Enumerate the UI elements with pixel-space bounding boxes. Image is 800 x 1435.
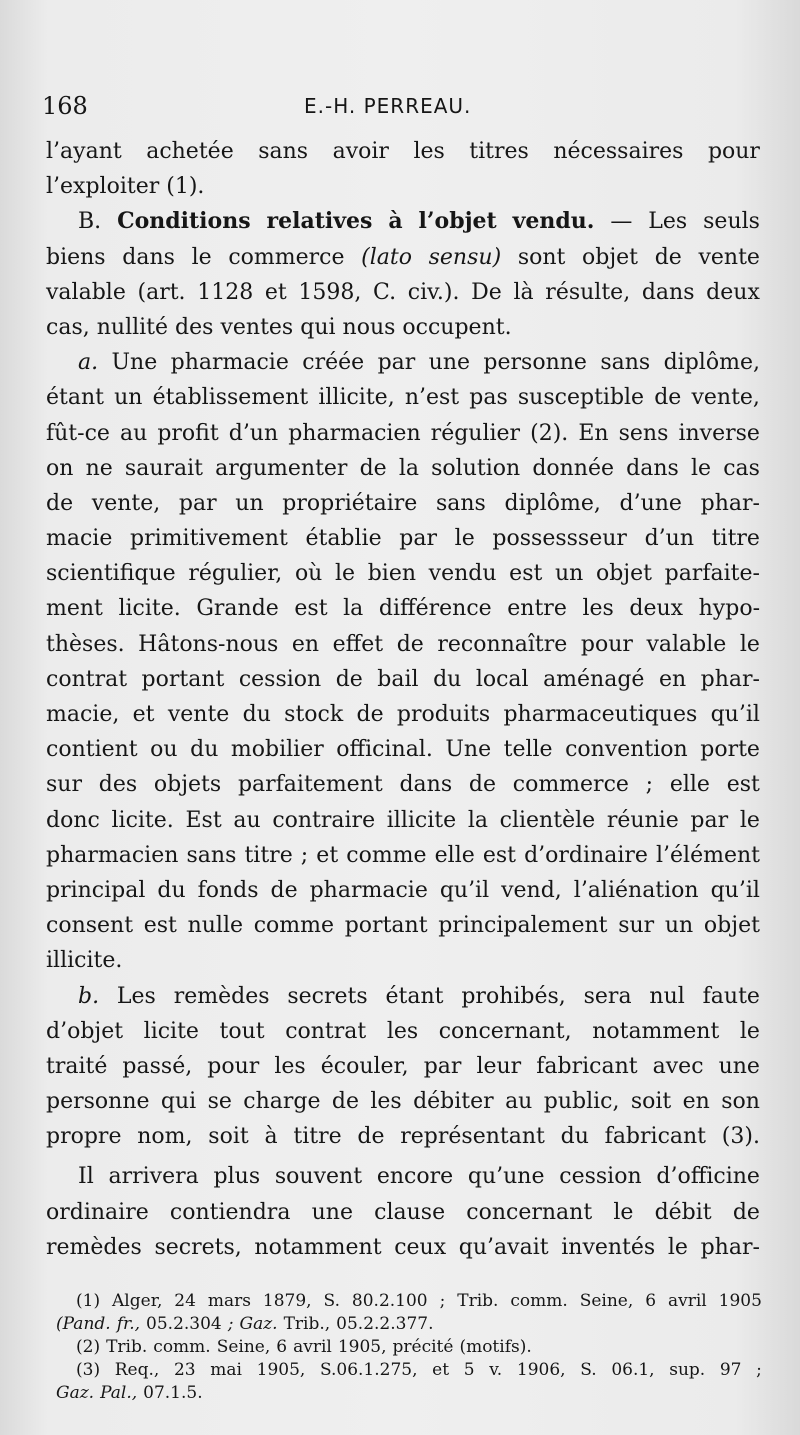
text-line: valable (art. 1128 et 1598, C. civ.). De là résulte, dans deux (46, 279, 760, 305)
text-line: étant un établissement illicite, n’est pas susceptible de vente, (46, 385, 760, 411)
text-line: consent est nulle comme portant principalement sur un objet (46, 913, 760, 939)
text-line: propre nom, soit à titre de représentant du fabricant (3). (46, 1124, 760, 1150)
text-line: donc licite. Est au contraire illicite la clientèle réunie par le (46, 807, 760, 833)
text-line: fût-ce au profit d’un pharmacien régulier (2). En sens inverse (46, 420, 760, 446)
text-line: macie primitivement établie par le possessseur d’un titre (46, 526, 760, 552)
body-text (46, 134, 760, 1265)
text-line: macie, et vente du stock de produits pharmaceutiques qu’il (46, 702, 760, 727)
page-header (42, 92, 762, 124)
section-heading-line: B. Conditions relatives à l’objet vendu. — Les seuls (78, 208, 760, 235)
footnote-line: (Pand. fr., 05.2.304 ; Gaz. Trib., 05.2.2.377. (56, 1314, 434, 1334)
footnotes (56, 1290, 762, 1405)
text-line: de vente, par un propriétaire sans diplôme, d’une phar- (46, 490, 760, 516)
text-line: contient ou du mobilier officinal. Une telle convention porte (46, 737, 760, 763)
text-line: ment licite. Grande est la différence entre les deux hypo- (46, 596, 760, 622)
text-line: sur des objets parfaitement dans de commerce ; elle est (46, 772, 760, 798)
text-line: pharmacien sans titre ; et comme elle est d’ordinaire l’élément (46, 842, 760, 868)
text-line: contrat portant cession de bail du local aménagé en phar- (46, 666, 760, 692)
footnote-line: Gaz. Pal., 07.1.5. (56, 1383, 203, 1403)
text-line: ordinaire contiendra une clause concernant le débit de (46, 1199, 760, 1225)
text-line: personne qui se charge de les débiter au public, soit en son (46, 1089, 760, 1115)
text-line: principal du fonds de pharmacie qu’il vend, l’aliénation qu’il (46, 877, 760, 903)
footnote-line: (3) Req., 23 mai 1905, S.06.1.275, et 5 v. 1906, S. 06.1, sup. 97 ; (76, 1360, 762, 1380)
text-line: l’exploiter (1). (46, 174, 205, 200)
footnote-line: (2) Trib. comm. Seine, 6 avril 1905, précité (motifs). (76, 1337, 532, 1357)
text-line: remèdes secrets, notamment ceux qu’avait inventés le phar- (46, 1234, 760, 1260)
text-line: illicite. (46, 948, 123, 974)
text-line: cas, nullité des ventes qui nous occupent. (46, 314, 512, 340)
text-line: thèses. Hâtons-nous en effet de reconnaître pour valable le (46, 631, 760, 657)
text-line: on ne saurait argumenter de la solution donnée dans le cas (46, 455, 760, 481)
text-line: a. Une pharmacie créée par une personne sans diplôme, (78, 350, 760, 376)
text-line: scientifique régulier, où le bien vendu est un objet parfaite- (46, 561, 760, 587)
text-line: biens dans le commerce (lato sensu) sont objet de vente (46, 244, 760, 270)
running-head: E.-H. PERREAU. (304, 94, 472, 118)
text-line: d’objet licite tout contrat les concernant, notamment le (46, 1018, 760, 1044)
footnote-line: (1) Alger, 24 mars 1879, S. 80.2.100 ; Trib. comm. Seine, 6 avril 1905 (76, 1291, 762, 1311)
text-line: b. Les remèdes secrets étant prohibés, sera nul faute (78, 983, 760, 1009)
text-line: Il arrivera plus souvent encore qu’une cession d’officine (78, 1164, 760, 1190)
page-number: 168 (42, 92, 88, 120)
text-line: traité passé, pour les écouler, par leur fabricant avec une (46, 1053, 760, 1079)
text-line: l’ayant achetée sans avoir les titres nécessaires pour (46, 139, 760, 164)
